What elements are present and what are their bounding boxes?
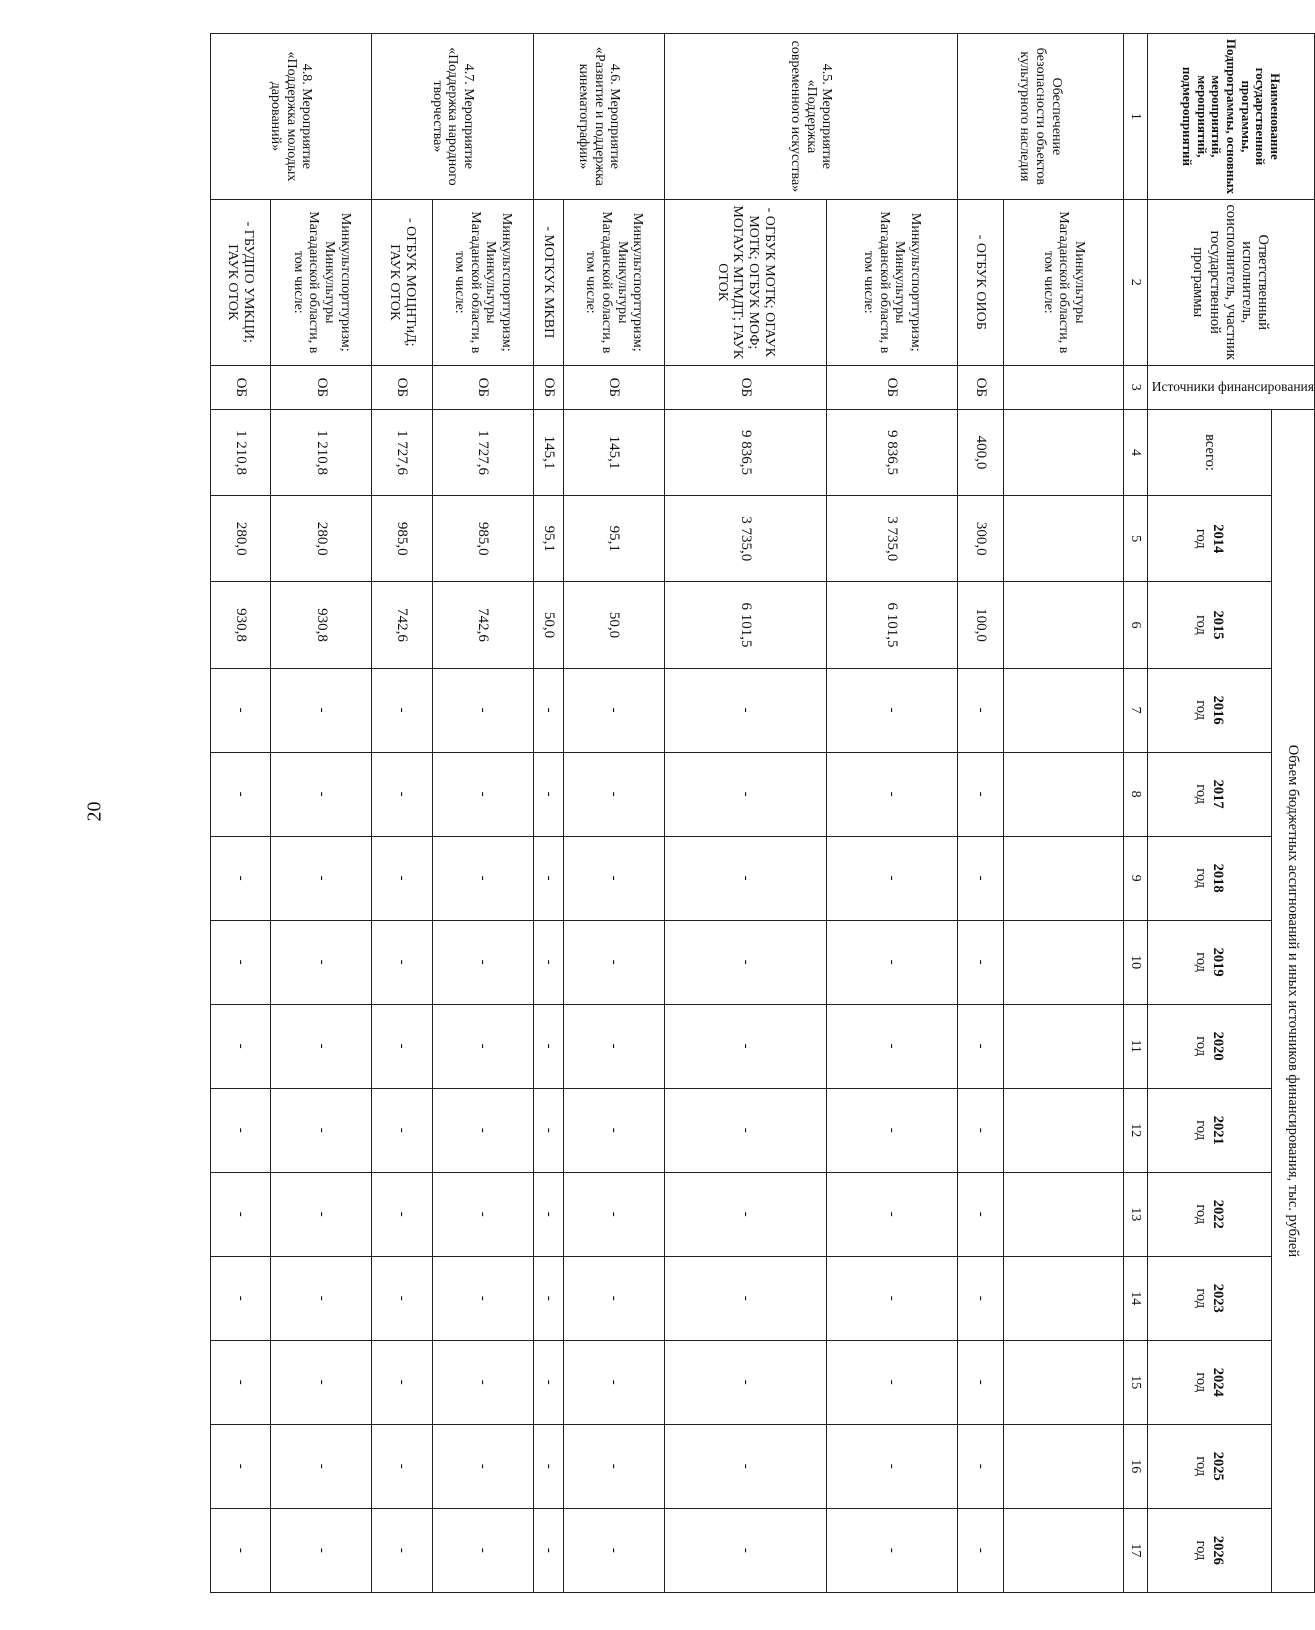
- row-year-cell: -: [271, 1088, 372, 1172]
- row-year-cell: -: [665, 920, 827, 1004]
- column-index: 11: [1123, 1004, 1147, 1088]
- row-year-cell: -: [957, 1424, 1003, 1508]
- row-year-cell: -: [210, 668, 271, 752]
- row-year-cell: -: [564, 668, 665, 752]
- header-year-2016: [1147, 668, 1272, 752]
- row-year-cell: -: [533, 920, 563, 1004]
- header-name-col: Наименование государственной программы, Подпрограммы, основных мероприятий, мероприятий, подмероприятий: [1147, 34, 1314, 200]
- row-year-cell: -: [957, 752, 1003, 836]
- row-year-cell: [1004, 1256, 1123, 1340]
- row-year-cell: -: [533, 1340, 563, 1424]
- row-year-cell: -: [210, 1004, 271, 1088]
- row-year-cell: -: [271, 1424, 372, 1508]
- row-2015-cell: 50,0: [533, 582, 563, 668]
- row-2014-cell: 985,0: [432, 496, 533, 582]
- column-index: 4: [1123, 409, 1147, 495]
- header-year-2023: [1147, 1256, 1272, 1340]
- row-year-cell: -: [372, 1340, 433, 1424]
- column-index: 7: [1123, 668, 1147, 752]
- row-2014-cell: 95,1: [564, 496, 665, 582]
- column-index: 14: [1123, 1256, 1147, 1340]
- row-total-cell: 1 727,6: [372, 409, 433, 495]
- row-year-cell: -: [210, 1088, 271, 1172]
- column-index: 10: [1123, 920, 1147, 1004]
- row-year-cell: -: [372, 1004, 433, 1088]
- row-year-cell: -: [564, 836, 665, 920]
- row-name-cell: Обеспечение безопасности объектов культурного наследия: [957, 34, 1123, 200]
- row-2014-cell: 985,0: [372, 496, 433, 582]
- row-executor-cell: Минкультспорттуризм; Минкультуры Магаданской области, в том числе:: [432, 199, 533, 365]
- row-year-cell: -: [372, 668, 433, 752]
- year-label: 2015: [1209, 610, 1226, 640]
- row-year-cell: -: [271, 1172, 372, 1256]
- row-total-cell: 9 836,5: [665, 409, 827, 495]
- row-source-cell: ОБ: [271, 365, 372, 409]
- row-year-cell: -: [533, 1004, 563, 1088]
- year-label: 2021: [1209, 1115, 1226, 1145]
- row-year-cell: -: [957, 1172, 1003, 1256]
- row-source-cell: [1004, 365, 1123, 409]
- row-year-cell: -: [957, 920, 1003, 1004]
- row-year-cell: -: [665, 1256, 827, 1340]
- row-year-cell: -: [665, 836, 827, 920]
- row-year-cell: [1004, 1508, 1123, 1592]
- row-year-cell: -: [372, 836, 433, 920]
- header-year-2024: [1147, 1340, 1272, 1424]
- row-year-cell: -: [957, 1508, 1003, 1592]
- row-executor-cell: - ОГБУК ОИОБ: [957, 199, 1003, 365]
- row-executor-cell: - МОГКУК МКВП: [533, 199, 563, 365]
- row-year-cell: -: [533, 1256, 563, 1340]
- row-year-cell: [1004, 668, 1123, 752]
- row-year-cell: -: [564, 1508, 665, 1592]
- year-word: год: [1193, 784, 1210, 805]
- year-word: год: [1193, 952, 1210, 973]
- table-row: [564, 34, 665, 1593]
- row-year-cell: -: [533, 1172, 563, 1256]
- row-year-cell: -: [826, 920, 957, 1004]
- row-year-cell: -: [957, 1256, 1003, 1340]
- row-year-cell: -: [957, 1088, 1003, 1172]
- row-year-cell: -: [564, 752, 665, 836]
- row-year-cell: -: [665, 752, 827, 836]
- row-name-cell: 4.5. Мероприятие «Поддержка современного искусства»: [665, 34, 958, 200]
- year-label: 2018: [1209, 863, 1226, 893]
- header-source-col: Источники финансирования: [1147, 365, 1314, 409]
- row-year-cell: [1004, 1172, 1123, 1256]
- row-year-cell: -: [665, 668, 827, 752]
- row-year-cell: -: [372, 920, 433, 1004]
- row-year-cell: -: [432, 1172, 533, 1256]
- header-year-2020: [1147, 1004, 1272, 1088]
- year-label: 2020: [1209, 1031, 1226, 1061]
- header-group-title: Объем бюджетных ассигнований и иных источников финансирования, тыс. рублей: [1272, 409, 1315, 1592]
- row-source-cell: ОБ: [957, 365, 1003, 409]
- year-label: 2024: [1209, 1367, 1226, 1397]
- column-index: 13: [1123, 1172, 1147, 1256]
- row-year-cell: -: [564, 1424, 665, 1508]
- row-year-cell: -: [826, 1424, 957, 1508]
- row-executor-cell: Минкультуры Магаданской области, в том числе:: [1004, 199, 1123, 365]
- rotated-table-sheet: [225, 33, 1315, 1593]
- row-year-cell: -: [826, 1256, 957, 1340]
- row-source-cell: ОБ: [826, 365, 957, 409]
- row-year-cell: -: [665, 1340, 827, 1424]
- row-total-cell: 145,1: [564, 409, 665, 495]
- row-source-cell: ОБ: [372, 365, 433, 409]
- row-executor-cell: Минкультспорттуризм; Минкультуры Магаданской области, в том числе:: [826, 199, 957, 365]
- table-row: [1004, 34, 1123, 1593]
- row-year-cell: [1004, 836, 1123, 920]
- row-total-cell: 400,0: [957, 409, 1003, 495]
- year-label: 2019: [1209, 947, 1226, 977]
- year-word: год: [1193, 1540, 1210, 1561]
- row-2014-cell: 280,0: [210, 496, 271, 582]
- row-source-cell: ОБ: [432, 365, 533, 409]
- row-year-cell: -: [826, 1088, 957, 1172]
- header-year-2015: [1147, 582, 1272, 668]
- row-year-cell: -: [533, 752, 563, 836]
- row-2014-cell: [1004, 496, 1123, 582]
- row-year-cell: -: [665, 1424, 827, 1508]
- row-executor-cell: - ГБУДПО УМКЦИ; ГАУК ОТОК: [210, 199, 271, 365]
- row-2014-cell: 3 735,0: [826, 496, 957, 582]
- row-2014-cell: 280,0: [271, 496, 372, 582]
- row-year-cell: -: [372, 1508, 433, 1592]
- row-year-cell: -: [826, 1004, 957, 1088]
- page-number: 20: [83, 801, 106, 822]
- row-executor-cell: - ОГБУК МОТК; ОГАУК МОТК; ОГБУК МОФ; МОГАУК МГМДТ; ГАУК ОТОК: [665, 199, 827, 365]
- year-word: год: [1193, 1036, 1210, 1057]
- row-year-cell: -: [210, 1424, 271, 1508]
- year-label: 2014: [1209, 524, 1226, 554]
- row-year-cell: -: [957, 1340, 1003, 1424]
- row-year-cell: -: [271, 1256, 372, 1340]
- row-year-cell: -: [432, 836, 533, 920]
- row-year-cell: -: [665, 1088, 827, 1172]
- row-year-cell: [1004, 1424, 1123, 1508]
- year-label: 2016: [1209, 695, 1226, 725]
- table-row: [957, 34, 1003, 1593]
- year-word: год: [1193, 1204, 1210, 1225]
- row-2014-cell: 3 735,0: [665, 496, 827, 582]
- column-index: 12: [1123, 1088, 1147, 1172]
- header-year-2018: [1147, 836, 1272, 920]
- year-label: 2022: [1209, 1199, 1226, 1229]
- year-word: год: [1193, 868, 1210, 889]
- column-index: 2: [1123, 199, 1147, 365]
- row-2014-cell: 95,1: [533, 496, 563, 582]
- column-index: 6: [1123, 582, 1147, 668]
- row-year-cell: -: [210, 752, 271, 836]
- row-year-cell: [1004, 920, 1123, 1004]
- row-year-cell: -: [564, 1088, 665, 1172]
- row-year-cell: -: [372, 1088, 433, 1172]
- row-2015-cell: 742,6: [372, 582, 433, 668]
- row-year-cell: [1004, 752, 1123, 836]
- column-index: 15: [1123, 1340, 1147, 1424]
- table-row: [665, 34, 827, 1593]
- row-2015-cell: 930,8: [210, 582, 271, 668]
- row-year-cell: -: [271, 1508, 372, 1592]
- row-year-cell: -: [271, 836, 372, 920]
- row-year-cell: -: [210, 836, 271, 920]
- financing-table: [210, 33, 1315, 1593]
- row-2015-cell: 930,8: [271, 582, 372, 668]
- table-row: [533, 34, 563, 1593]
- row-year-cell: -: [432, 668, 533, 752]
- row-year-cell: -: [210, 1256, 271, 1340]
- row-total-cell: 145,1: [533, 409, 563, 495]
- year-label: 2026: [1209, 1535, 1226, 1565]
- row-year-cell: -: [210, 920, 271, 1004]
- row-executor-cell: - ОГБУК МОЦНТиД; ГАУК ОТОК: [372, 199, 433, 365]
- row-year-cell: -: [826, 1340, 957, 1424]
- header-year-2014: [1147, 496, 1272, 582]
- row-total-cell: 1 210,8: [210, 409, 271, 495]
- row-executor-cell: Минкультспорттуризм; Минкультуры Магаданской области, в том числе:: [564, 199, 665, 365]
- row-year-cell: -: [432, 1508, 533, 1592]
- row-year-cell: -: [271, 920, 372, 1004]
- row-year-cell: -: [210, 1172, 271, 1256]
- row-executor-cell: Минкультспорттуризм; Минкультуры Магаданской области, в том числе:: [271, 199, 372, 365]
- row-total-cell: [1004, 409, 1123, 495]
- row-2014-cell: 300,0: [957, 496, 1003, 582]
- row-2015-cell: 6 101,5: [826, 582, 957, 668]
- header-year-2017: [1147, 752, 1272, 836]
- row-total-cell: 1 210,8: [271, 409, 372, 495]
- row-2015-cell: 6 101,5: [665, 582, 827, 668]
- row-year-cell: -: [271, 752, 372, 836]
- row-year-cell: -: [372, 1172, 433, 1256]
- row-year-cell: -: [533, 1424, 563, 1508]
- row-2015-cell: 742,6: [432, 582, 533, 668]
- year-label: 2023: [1209, 1283, 1226, 1313]
- row-2015-cell: 100,0: [957, 582, 1003, 668]
- year-word: год: [1193, 1288, 1210, 1309]
- row-source-cell: ОБ: [210, 365, 271, 409]
- column-index: 8: [1123, 752, 1147, 836]
- year-word: год: [1193, 528, 1210, 549]
- row-year-cell: -: [432, 1340, 533, 1424]
- row-year-cell: -: [957, 1004, 1003, 1088]
- row-2015-cell: [1004, 582, 1123, 668]
- header-executor-col: Ответственный исполнитель, соисполнитель, участник государственной программы: [1147, 199, 1314, 365]
- row-year-cell: -: [826, 1508, 957, 1592]
- table-row: [372, 34, 433, 1593]
- header-year-2025: [1147, 1424, 1272, 1508]
- row-year-cell: -: [564, 1004, 665, 1088]
- row-source-cell: ОБ: [533, 365, 563, 409]
- year-word: год: [1193, 615, 1210, 635]
- header-total: всего:: [1147, 409, 1272, 495]
- row-year-cell: -: [432, 1004, 533, 1088]
- row-total-cell: 9 836,5: [826, 409, 957, 495]
- row-year-cell: -: [826, 752, 957, 836]
- column-index: 17: [1123, 1508, 1147, 1592]
- header-year-2019: [1147, 920, 1272, 1004]
- row-year-cell: [1004, 1088, 1123, 1172]
- row-name-cell: 4.7. Мероприятие «Поддержка народного творчества»: [372, 34, 534, 200]
- header-year-2022: [1147, 1172, 1272, 1256]
- row-year-cell: -: [432, 752, 533, 836]
- row-year-cell: -: [210, 1340, 271, 1424]
- table-row: [826, 34, 957, 1593]
- row-name-cell: 4.8. Мероприятие «Поддержка молодых дарований»: [210, 34, 372, 200]
- column-index: 3: [1123, 365, 1147, 409]
- table-row: [432, 34, 533, 1593]
- row-total-cell: 1 727,6: [432, 409, 533, 495]
- row-year-cell: -: [564, 920, 665, 1004]
- year-word: год: [1193, 1456, 1210, 1477]
- row-2015-cell: 50,0: [564, 582, 665, 668]
- row-year-cell: -: [957, 836, 1003, 920]
- row-year-cell: -: [957, 668, 1003, 752]
- row-year-cell: -: [826, 668, 957, 752]
- year-word: год: [1193, 1120, 1210, 1141]
- column-index: 5: [1123, 496, 1147, 582]
- row-year-cell: -: [372, 752, 433, 836]
- row-year-cell: -: [826, 1172, 957, 1256]
- row-year-cell: -: [564, 1256, 665, 1340]
- row-year-cell: -: [432, 1088, 533, 1172]
- header-year-2026: [1147, 1508, 1272, 1592]
- row-year-cell: -: [533, 668, 563, 752]
- header-year-2021: [1147, 1088, 1272, 1172]
- column-index: 1: [1123, 34, 1147, 200]
- row-year-cell: -: [665, 1508, 827, 1592]
- row-year-cell: -: [432, 920, 533, 1004]
- row-year-cell: -: [432, 1256, 533, 1340]
- row-year-cell: -: [372, 1256, 433, 1340]
- row-year-cell: -: [533, 836, 563, 920]
- row-year-cell: [1004, 1004, 1123, 1088]
- row-source-cell: ОБ: [564, 365, 665, 409]
- row-year-cell: -: [564, 1172, 665, 1256]
- row-year-cell: -: [210, 1508, 271, 1592]
- year-word: год: [1193, 1372, 1210, 1393]
- row-year-cell: -: [372, 1424, 433, 1508]
- row-year-cell: -: [665, 1172, 827, 1256]
- row-source-cell: ОБ: [665, 365, 827, 409]
- year-label: 2017: [1209, 779, 1226, 809]
- row-year-cell: -: [432, 1424, 533, 1508]
- row-year-cell: -: [271, 1340, 372, 1424]
- row-year-cell: -: [271, 668, 372, 752]
- row-year-cell: -: [271, 1004, 372, 1088]
- row-year-cell: -: [533, 1508, 563, 1592]
- column-index: 9: [1123, 836, 1147, 920]
- row-year-cell: -: [826, 836, 957, 920]
- table-row: [271, 34, 372, 1593]
- year-label: 2025: [1209, 1451, 1226, 1481]
- row-name-cell: 4.6. Мероприятие «Развитие и поддержка кинематографии»: [533, 34, 664, 200]
- year-word: год: [1193, 700, 1210, 721]
- row-year-cell: -: [564, 1340, 665, 1424]
- row-year-cell: -: [665, 1004, 827, 1088]
- column-index: 16: [1123, 1424, 1147, 1508]
- row-year-cell: -: [533, 1088, 563, 1172]
- table-row: [210, 34, 271, 1593]
- row-year-cell: [1004, 1340, 1123, 1424]
